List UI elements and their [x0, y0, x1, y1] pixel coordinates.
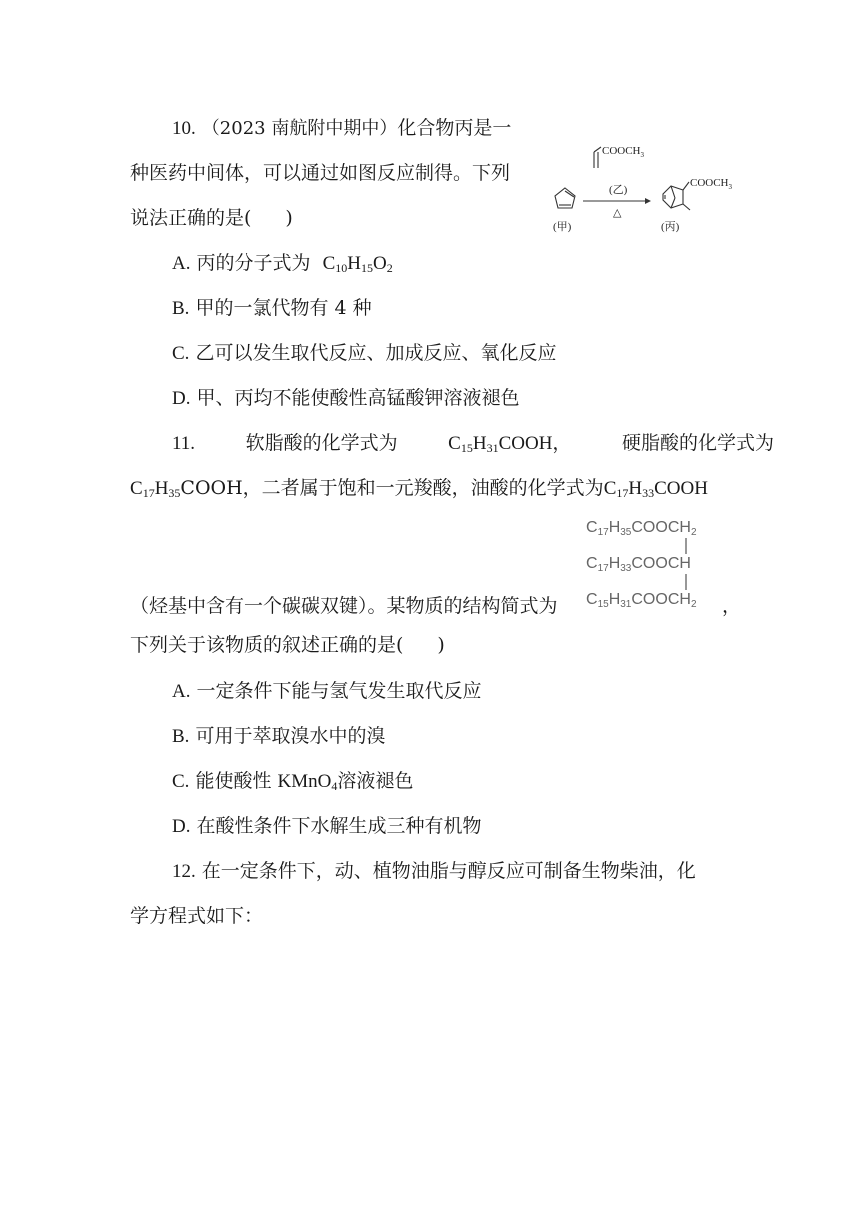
molecular-formula: $C_{10}H_{15}O_2$ [322, 253, 393, 275]
q10-stem-text3: 说法正确的是( [130, 207, 252, 229]
reagent-formula: $COOCH_3$ [602, 145, 645, 159]
option-letter: B. [172, 726, 190, 747]
palmitic-acid-formula: $C_{15}H_{31}COOH$， [448, 433, 572, 455]
q11-option-d[interactable] [172, 817, 482, 836]
q10-stem-line2 [130, 164, 510, 183]
q11-line1 [172, 434, 774, 453]
q10-option-d[interactable] [172, 389, 520, 408]
q11-text: 下列关于该物质的叙述正确的是( [130, 634, 404, 656]
q11-option-c[interactable] [172, 772, 413, 791]
option-text: 一定条件下能与氢气发生取代反应 [196, 680, 482, 702]
q10-stem-line3 [130, 209, 293, 228]
option-text: 乙可以发生取代反应、加成反应、氧化反应 [195, 342, 557, 364]
product-label: (丙) [661, 221, 680, 233]
option-letter: A. [172, 253, 191, 274]
cyclopentadiene-structure [555, 188, 575, 208]
q11-comma: ， [722, 595, 742, 617]
option-letter: D. [172, 388, 191, 409]
q12-text: 学方程式如下： [130, 905, 264, 927]
q11-option-a[interactable] [172, 682, 482, 701]
option-text: 在酸性条件下水解生成三种有机物 [196, 815, 482, 837]
q10-source: （2023 南航附中期中） [201, 118, 398, 139]
q12-number: 12. [172, 861, 196, 882]
oleic-acid-formula: $C_{17}H_{33}COOH$ [603, 478, 708, 500]
option-text: 可用于萃取溴水中的溴 [195, 725, 386, 747]
reagent-structure [594, 147, 601, 168]
q11-line3 [130, 597, 558, 616]
kmno4-formula: KMnO$_4$ [277, 771, 338, 793]
q11-line3-end [722, 597, 741, 616]
q10-number: 10. [172, 118, 196, 139]
option-letter: B. [172, 298, 190, 319]
q10-option-a[interactable] [172, 254, 393, 273]
option-letter: C. [172, 771, 190, 792]
q11-line2 [130, 479, 708, 498]
structure-row3: C15H31COOCH2 [586, 591, 697, 610]
q10-stem-line1 [172, 119, 511, 138]
q10-stem-text2: 种医药中间体，可以通过如图反应制得。下列 [130, 162, 511, 184]
structure-row1: C17H35COOCH2 [586, 519, 697, 538]
q12-line1 [172, 862, 696, 881]
start-label: (甲) [553, 221, 572, 233]
option-letter: D. [172, 816, 191, 837]
q10-stem-text1: 化合物丙是一 [397, 117, 512, 139]
option-letter: A. [172, 681, 191, 702]
q11-text: （烃基中含有一个碳碳双键）。某物质的结构简式为 [130, 595, 558, 617]
q10-option-b[interactable] [172, 299, 372, 318]
q11-structure-formula [583, 512, 723, 612]
option-text: 甲、丙均不能使酸性高锰酸钾溶液褪色 [196, 387, 520, 409]
product-formula: $COOCH_3$ [690, 177, 733, 191]
q11-text: COOH，二者属于饱和一元羧酸，油酸的化学式为 [180, 477, 604, 499]
q11-close: ) [437, 634, 445, 656]
q11-text: 软脂酸的化学式为 [245, 432, 398, 454]
structure-row2: C17H33COOCH [586, 555, 691, 574]
reagent-label: (乙) [609, 184, 628, 196]
q10-stem-close: ) [285, 207, 293, 229]
stearic-acid-formula: $C_{17}H_{35}$ [130, 478, 181, 500]
q11-line4 [130, 636, 445, 655]
option-text: 丙的分子式为 [196, 252, 311, 274]
q12-text: 在一定条件下，动、植物油脂与醇反应可制备生物柴油，化 [201, 860, 696, 882]
q12-line2 [130, 907, 263, 926]
q11-text: 硬脂酸的化学式为 [621, 432, 774, 454]
option-letter: C. [172, 343, 190, 364]
q11-option-b[interactable] [172, 727, 386, 746]
option-text: 甲的一氯代物有 4 种 [195, 297, 372, 319]
condition-label: △ [613, 207, 622, 219]
option-text: 溶液褪色 [337, 770, 414, 792]
reaction-arrowhead [645, 198, 651, 204]
product-structure [663, 182, 690, 210]
q11-number: 11. [172, 433, 196, 454]
q10-reaction-diagram [545, 138, 750, 238]
q10-option-c[interactable] [172, 344, 557, 363]
option-text: 能使酸性 [195, 770, 272, 792]
